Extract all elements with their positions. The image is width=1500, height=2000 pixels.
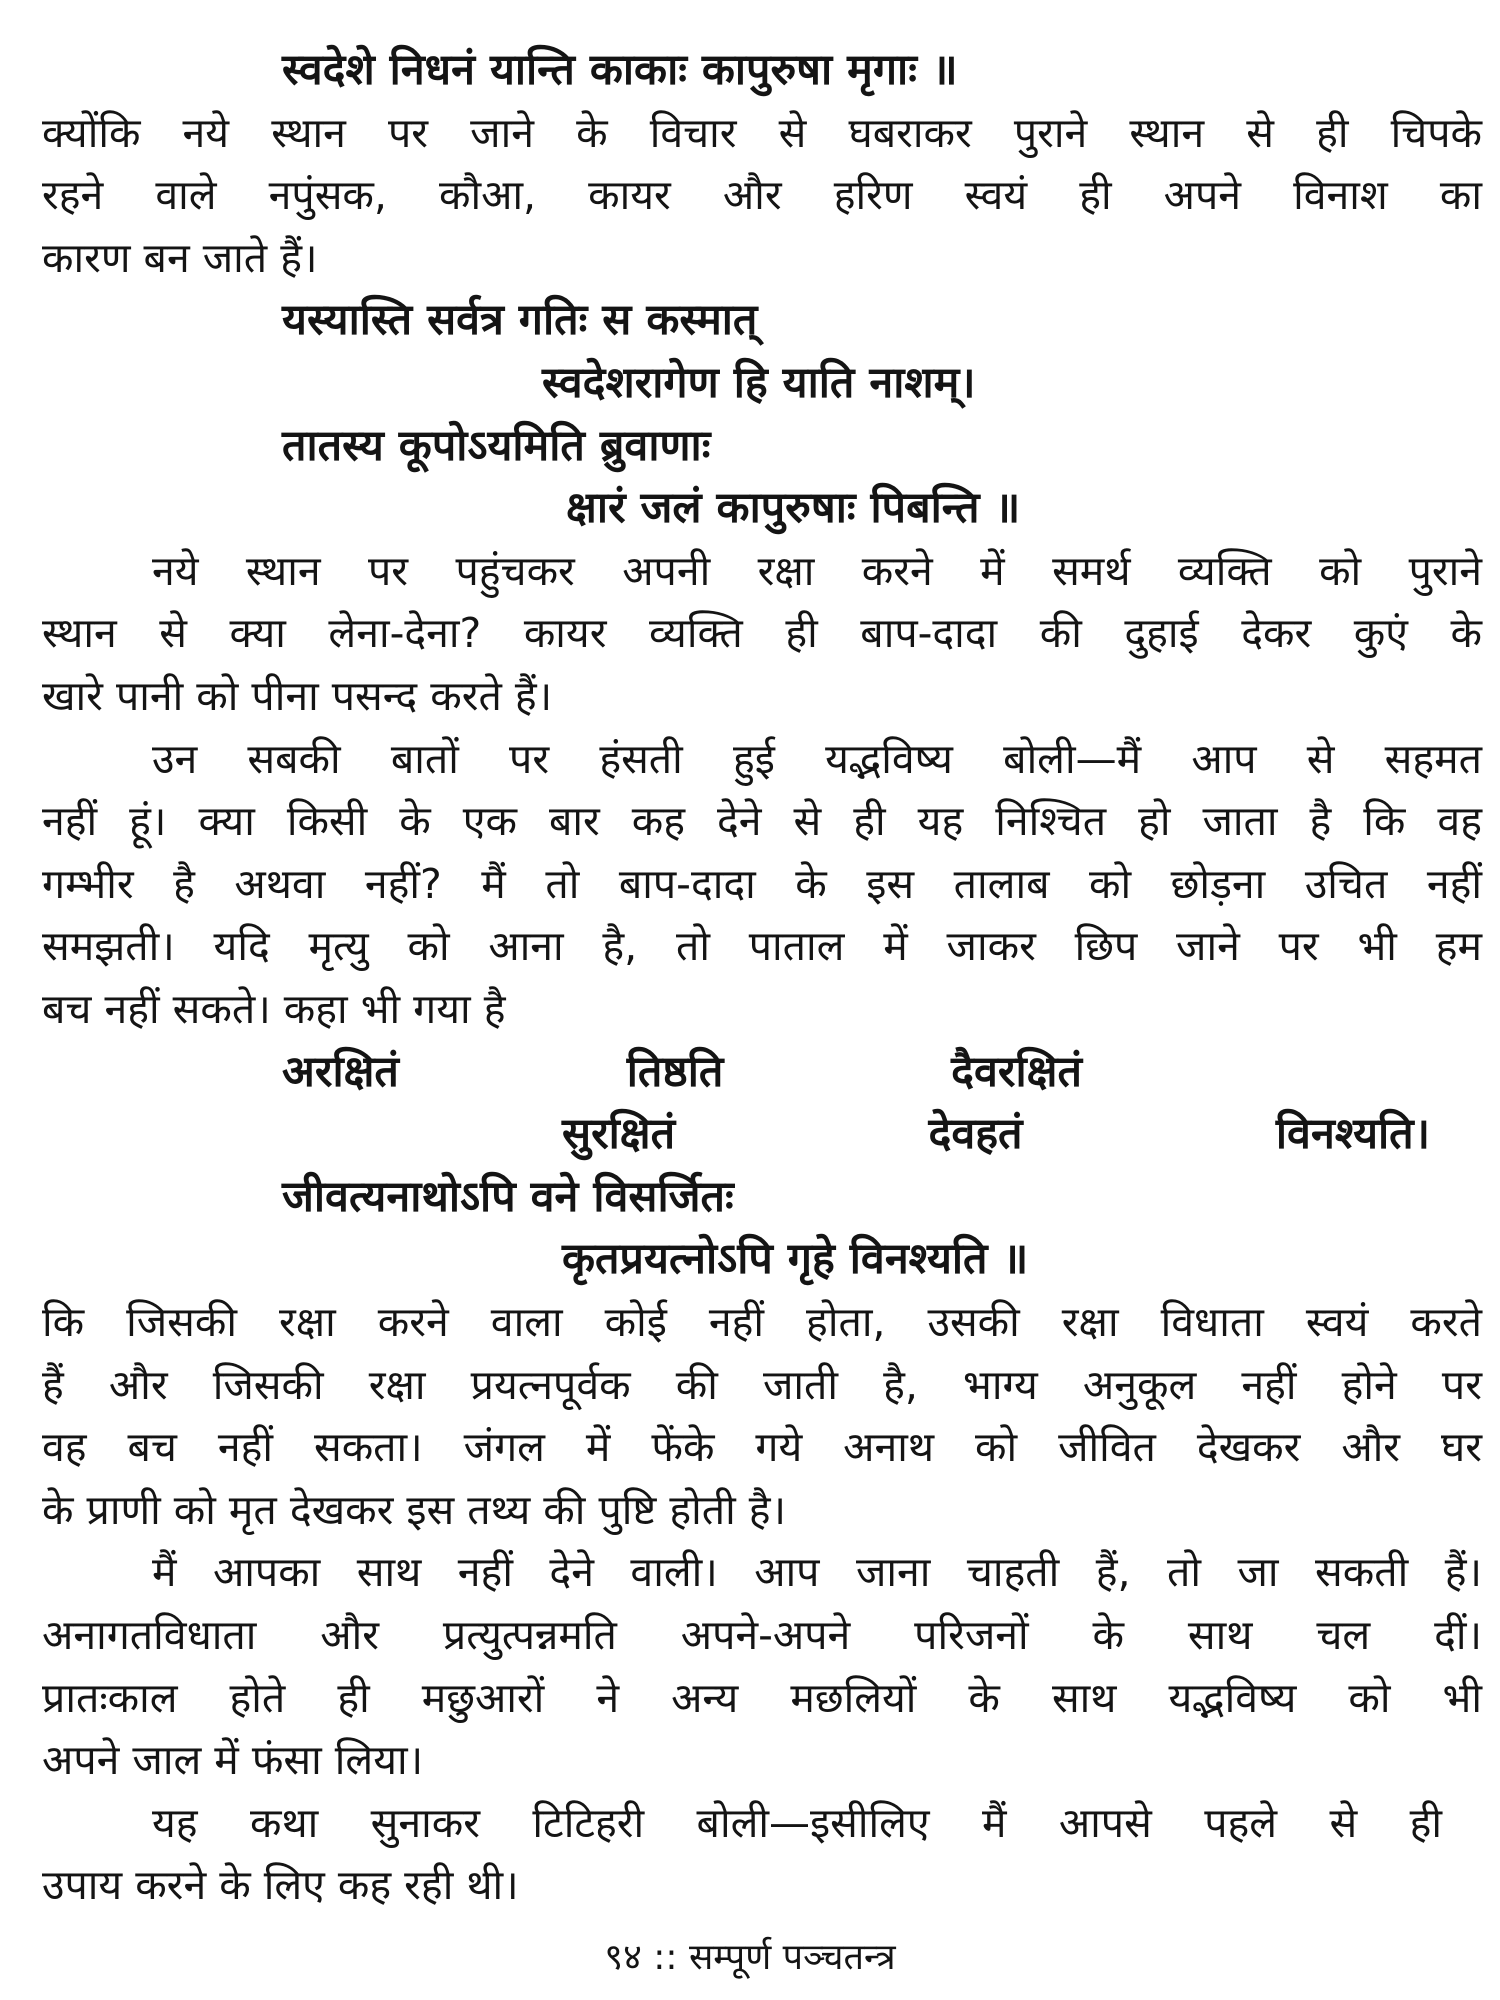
verse-line-4: तातस्य कूपोऽयमिति ब्रुवाणाः bbox=[282, 421, 711, 471]
paragraph-line-5: स्थान से क्या लेना-देना? कायर व्यक्ति ही बाप-दादा की दुहाई देकर कुएं के bbox=[42, 609, 1482, 657]
paragraph-line-4: नये स्थान पर पहुंचकर अपनी रक्षा करने में समर्थ व्यक्ति को पुराने bbox=[152, 547, 1482, 595]
paragraph-line-6: खारे पानी को पीना पसन्द करते हैं। bbox=[42, 672, 553, 720]
paragraph-line-15: के प्राणी को मृत देखकर इस तथ्य की पुष्टि होती है। bbox=[42, 1486, 787, 1534]
paragraph-line-9: गम्भीर है अथवा नहीं? मैं तो बाप-दादा के इस तालाब को छोड़ना उचित नहीं bbox=[42, 860, 1482, 908]
paragraph-line-2: रहने वाले नपुंसक, कौआ, कायर और हरिण स्वयं ही अपने विनाश का bbox=[42, 171, 1482, 219]
verse-line-8: जीवत्यनाथोऽपि वने विसर्जितः bbox=[282, 1172, 734, 1222]
paragraph-line-16: मैं आपका साथ नहीं देने वाली। आप जाना चाहती हैं, तो जा सकती हैं। bbox=[152, 1548, 1482, 1596]
paragraph-line-14: वह बच नहीं सकता। जंगल में फेंके गये अनाथ को जीवित देखकर और घर bbox=[42, 1423, 1482, 1471]
page-footer: ९४ :: सम्पूर्ण पञ्चतन्त्र bbox=[604, 1937, 896, 1978]
paragraph-line-11: बच नहीं सकते। कहा भी गया है bbox=[42, 985, 506, 1033]
paragraph-line-13: हैं और जिसकी रक्षा प्रयत्नपूर्वक की जाती है, भाग्य अनुकूल नहीं होने पर bbox=[42, 1361, 1482, 1409]
paragraph-line-18: प्रातःकाल होते ही मछुआरों ने अन्य मछलियों के साथ यद्भविष्य को भी bbox=[42, 1674, 1482, 1722]
paragraph-line-20: यह कथा सुनाकर टिटिहरी बोली—इसीलिए मैं आपसे पहले से ही bbox=[152, 1799, 1442, 1847]
paragraph-line-17: अनागतविधाता और प्रत्युत्पन्नमति अपने-अपने परिजनों के साथ चल दीं। bbox=[42, 1611, 1482, 1659]
paragraph-line-1: क्योंकि नये स्थान पर जाने के विचार से घबराकर पुराने स्थान से ही चिपके bbox=[42, 109, 1482, 157]
paragraph-line-21: उपाय करने के लिए कह रही थी। bbox=[42, 1861, 519, 1909]
verse-line-3: स्वदेशरागेण हि याति नाशम्। bbox=[542, 358, 976, 408]
paragraph-line-10: समझती। यदि मृत्यु को आना है, तो पाताल में जाकर छिप जाने पर भी हम bbox=[42, 922, 1482, 970]
verse-line-9: कृतप्रयत्नोऽपि गृहे विनश्यति ॥ bbox=[562, 1234, 1029, 1284]
paragraph-line-8: नहीं हूं। क्या किसी के एक बार कह देने से ही यह निश्चित हो जाता है कि वह bbox=[42, 797, 1482, 845]
paragraph-line-3: कारण बन जाते हैं। bbox=[42, 234, 318, 282]
verse-line-6: अरक्षितं तिष्ठति दैवरक्षितं bbox=[282, 1047, 1082, 1097]
paragraph-line-12: कि जिसकी रक्षा करने वाला कोई नहीं होता, उसकी रक्षा विधाता स्वयं करते bbox=[42, 1298, 1482, 1346]
verse-line-1: स्वदेशे निधनं यान्ति काकाः कापुरुषा मृगाः ॥ bbox=[282, 45, 958, 95]
verse-line-7: सुरक्षितं देवहतं विनश्यति। bbox=[562, 1109, 1430, 1159]
verse-line-5: क्षारं जलं कापुरुषाः पिबन्ति ॥ bbox=[566, 483, 1021, 533]
verse-line-2: यस्यास्ति सर्वत्र गतिः स कस्मात् bbox=[282, 295, 758, 345]
paragraph-line-7: उन सबकी बातों पर हंसती हुई यद्भविष्य बोली—मैं आप से सहमत bbox=[152, 735, 1482, 783]
paragraph-line-19: अपने जाल में फंसा लिया। bbox=[42, 1736, 424, 1784]
